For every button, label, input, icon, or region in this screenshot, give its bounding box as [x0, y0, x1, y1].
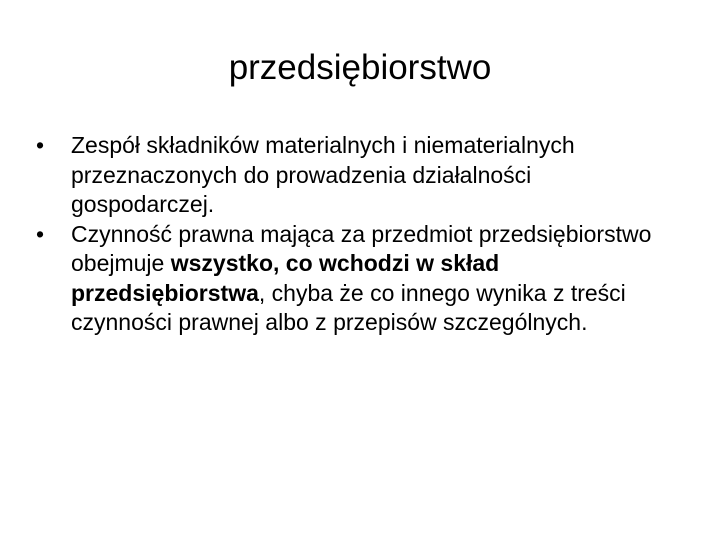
bullet-text-before: Czynność prawna mająca za przedmiot przedsiębiorstwo obejmuje	[71, 220, 652, 276]
bullet-dot-icon: •	[36, 220, 45, 247]
bullet-dot-icon: •	[36, 132, 45, 158]
bullet-list	[36, 131, 676, 338]
bullet-item-legal-act	[36, 220, 676, 338]
bullet-item-definition	[36, 131, 676, 220]
bullet-text-after: , chyba że co innego wynika z treści czynności prawnej albo z przepisów szczególnych.	[71, 279, 626, 335]
slide-title: przedsiębiorstwo	[228, 48, 492, 87]
bullet-text-bold: wszystko, co wchodzi w skład przedsiębiorstwa	[71, 250, 500, 306]
bullet-text: Zespół składników materialnych i niematerialnych przeznaczonych do prowadzenia działalności gospodarczej.	[71, 132, 575, 217]
